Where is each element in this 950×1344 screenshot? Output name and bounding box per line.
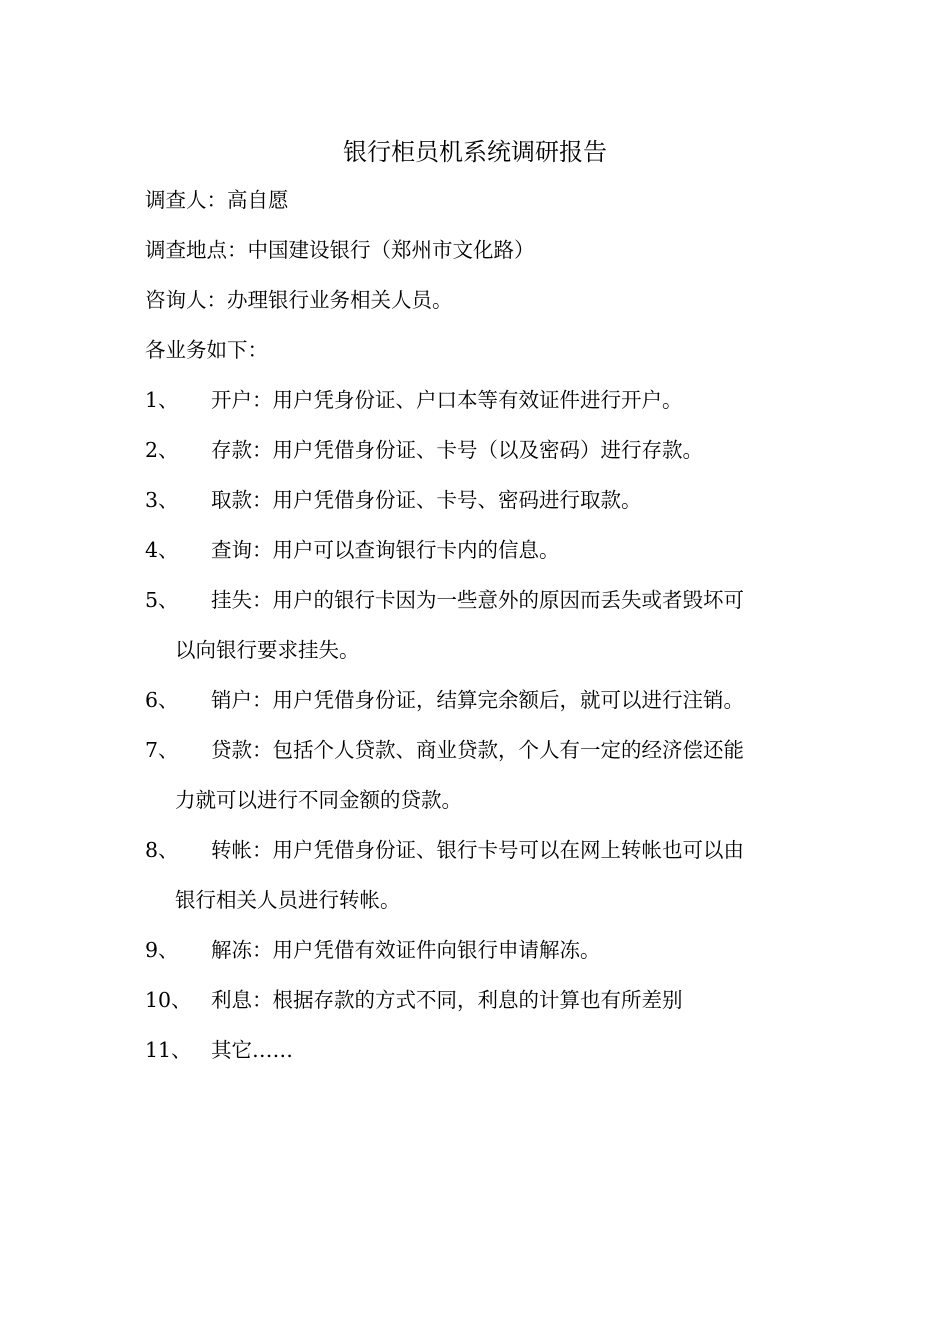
list-item-text: 贷款：包括个人贷款、商业贷款，个人有一定的经济偿还能 bbox=[211, 738, 744, 762]
list-item-8 bbox=[145, 835, 825, 915]
list-item-text: 其它…… bbox=[211, 1038, 293, 1062]
list-item-text: 存款：用户凭借身份证、卡号（以及密码）进行存款。 bbox=[211, 438, 703, 462]
list-item-10 bbox=[145, 985, 825, 1015]
list-item-text: 取款：用户凭借身份证、卡号、密码进行取款。 bbox=[211, 488, 642, 512]
list-item-text-continued: 银行相关人员进行转帐。 bbox=[175, 888, 401, 912]
list-item-text: 转帐：用户凭借身份证、银行卡号可以在网上转帐也可以由 bbox=[211, 838, 744, 862]
list-item-text: 挂失：用户的银行卡因为一些意外的原因而丢失或者毁坏可 bbox=[211, 588, 744, 612]
location-line: 调查地点：中国建设银行（郑州市文化路） bbox=[145, 238, 535, 262]
list-item-11 bbox=[145, 1035, 825, 1065]
list-item-9 bbox=[145, 935, 825, 965]
list-item-3 bbox=[145, 485, 825, 515]
list-item-5 bbox=[145, 585, 825, 665]
list-item-number: 9、 bbox=[145, 938, 179, 962]
list-item-text-continued: 以向银行要求挂失。 bbox=[175, 638, 360, 662]
list-item-text: 开户：用户凭身份证、户口本等有效证件进行开户。 bbox=[211, 388, 683, 412]
page-title: 银行柜员机系统调研报告 bbox=[343, 138, 607, 166]
list-item-text: 利息：根据存款的方式不同，利息的计算也有所差别 bbox=[211, 988, 683, 1012]
list-item-number: 7、 bbox=[145, 738, 179, 762]
list-item-number: 4、 bbox=[145, 538, 179, 562]
list-item-text: 查询：用户可以查询银行卡内的信息。 bbox=[211, 538, 560, 562]
list-item-number: 3、 bbox=[145, 488, 179, 512]
list-item-number: 1、 bbox=[145, 388, 179, 412]
list-item-4 bbox=[145, 535, 825, 565]
intro-line: 各业务如下： bbox=[145, 338, 268, 362]
list-item-number: 8、 bbox=[145, 838, 179, 862]
list-item-number: 2、 bbox=[145, 438, 179, 462]
list-item-number: 6、 bbox=[145, 688, 179, 712]
list-item-number: 5、 bbox=[145, 588, 179, 612]
investigator-line: 调查人：高自愿 bbox=[145, 188, 289, 212]
list-item-1 bbox=[145, 385, 825, 415]
list-item-2 bbox=[145, 435, 825, 465]
consultant-line: 咨询人：办理银行业务相关人员。 bbox=[145, 288, 453, 312]
list-item-text: 销户：用户凭借身份证，结算完余额后，就可以进行注销。 bbox=[211, 688, 744, 712]
list-item-number: 10、 bbox=[145, 988, 192, 1012]
list-item-number: 11、 bbox=[145, 1038, 192, 1062]
list-item-text-continued: 力就可以进行不同金额的贷款。 bbox=[175, 788, 462, 812]
list-item-6 bbox=[145, 685, 825, 715]
list-item-text: 解冻：用户凭借有效证件向银行申请解冻。 bbox=[211, 938, 601, 962]
list-item-7 bbox=[145, 735, 825, 815]
